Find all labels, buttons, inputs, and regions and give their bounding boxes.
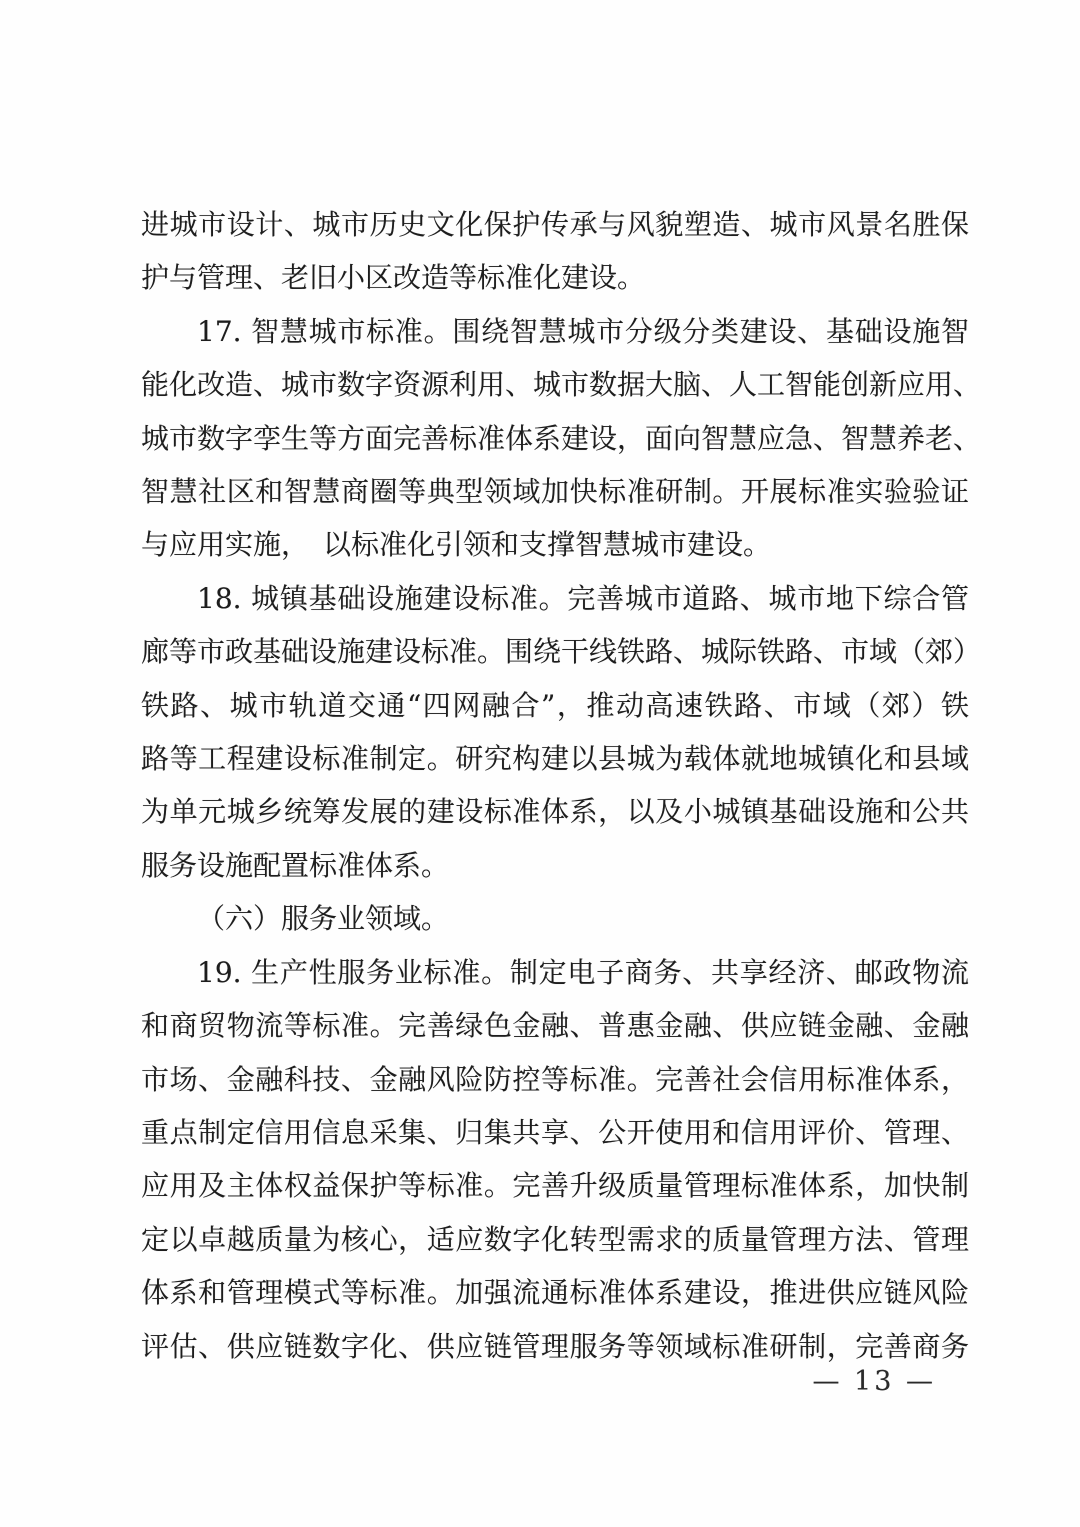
text-line: 为单元城乡统筹发展的建设标准体系，以及小城镇基础设施和公共 (141, 795, 969, 829)
text-line: 路等工程建设标准制定。研究构建以县城为载体就地城镇化和县域 (141, 742, 969, 776)
text-line: 护与管理、老旧小区改造等标准化建设。 (141, 261, 646, 295)
body-text (141, 198, 982, 1373)
text-line: 重点制定信用信息采集、归集共享、公开使用和信用评价、管理、 (141, 1115, 969, 1149)
text-line: 市场、金融科技、金融风险防控等标准。完善社会信用标准体系， (141, 1062, 969, 1096)
text-line: 应用及主体权益保护等标准。完善升级质量管理标准体系，加快制 (141, 1169, 969, 1203)
text-line: 服务设施配置标准体系。 (141, 848, 450, 882)
text-line: 评估、供应链数字化、供应链管理服务等领域标准研制，完善商务 (141, 1329, 969, 1363)
text-line: 定以卓越质量为核心，适应数字化转型需求的质量管理方法、管理 (141, 1222, 969, 1256)
text-line: 和商贸物流等标准。完善绿色金融、普惠金融、供应链金融、金融 (141, 1009, 969, 1043)
text-line: 体系和管理模式等标准。加强流通标准体系建设，推进供应链风险 (141, 1276, 969, 1310)
text-line: 智慧社区和智慧商圈等典型领域加快标准研制。开展标准实验验证 (141, 475, 969, 509)
text-line: 进城市设计、城市历史文化保护传承与风貌塑造、城市风景名胜保 (141, 208, 969, 241)
text-line: 能化改造、城市数字资源利用、城市数据大脑、人工智能创新应用、 (141, 368, 982, 402)
text-line-item-17-start: 17. 智慧城市标准。围绕智慧城市分级分类建设、基础设施智 (197, 314, 969, 348)
text-line: 与应用实施， 以标准化引领和支撑智慧城市建设。 (141, 528, 772, 562)
text-line-item-18-start: 18. 城镇基础设施建设标准。完善城市道路、城市地下综合管 (197, 581, 969, 615)
text-line: 铁路、城市轨道交通“四网融合”，推动高速铁路、市域（郊）铁 (141, 688, 969, 722)
text-line-item-19-start: 19. 生产性服务业标准。制定电子商务、共享经济、邮政物流 (197, 955, 969, 989)
text-line: 廊等市政基础设施建设标准。围绕干线铁路、城际铁路、市域（郊） (141, 635, 982, 669)
page-number: — 13 — (812, 1366, 936, 1397)
section-heading-six: （六）服务业领域。 (197, 902, 450, 936)
text-line: 城市数字孪生等方面完善标准体系建设，面向智慧应急、智慧养老、 (141, 421, 982, 455)
